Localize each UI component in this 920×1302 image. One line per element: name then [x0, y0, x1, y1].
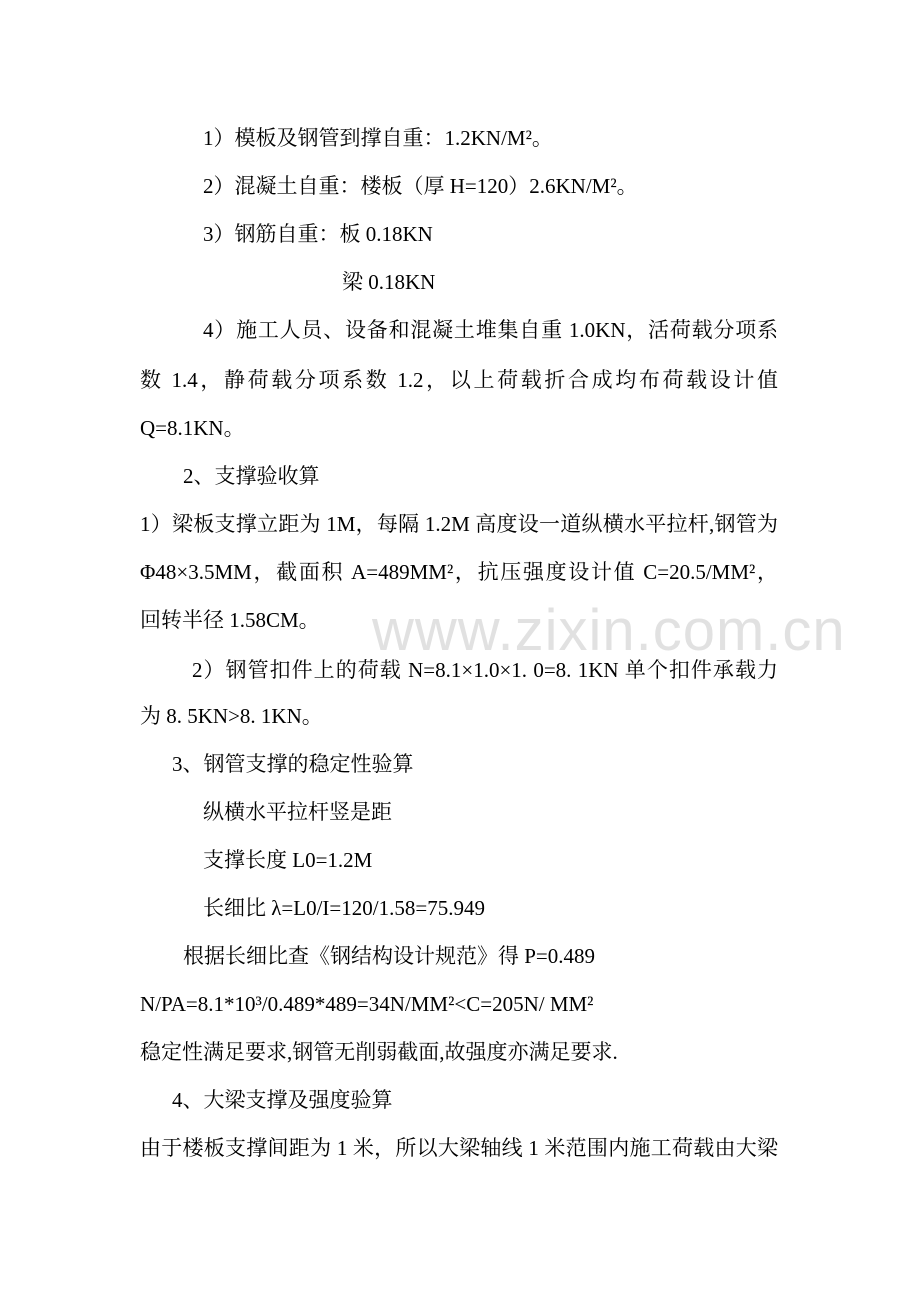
- paragraph-line: 1）梁板支撑立距为 1M，每隔 1.2M 高度设一道纵横水平拉杆,钢管为: [140, 512, 778, 536]
- paragraph-line: 回转半径 1.58CM。: [140, 608, 320, 632]
- paragraph-line: 3）钢筋自重：板 0.18KN: [203, 222, 433, 246]
- section-heading: 2、支撑验收算: [183, 464, 320, 488]
- paragraph-line: 根据长细比查《钢结构设计规范》得 P=0.489: [183, 944, 596, 968]
- paragraph-line: 纵横水平拉杆竖是距: [203, 800, 392, 824]
- paragraph-line: 2）钢管扣件上的荷载 N=8.1×1.0×1. 0=8. 1KN 单个扣件承载力: [192, 658, 778, 682]
- paragraph-line: 由于楼板支撑间距为 1 米，所以大梁轴线 1 米范围内施工荷载由大梁: [140, 1136, 778, 1160]
- paragraph-line: Φ48×3.5MM，截面积 A=489MM²，抗压强度设计值 C=20.5/MM²，: [140, 560, 778, 584]
- paragraph-line: 2）混凝土自重：楼板（厚 H=120）2.6KN/M²。: [203, 174, 638, 198]
- formula-line: N/PA=8.1*10³/0.489*489=34N/MM²<C=205N/ MM²: [140, 992, 594, 1016]
- paragraph-line: 4）施工人员、设备和混凝土堆集自重 1.0KN，活荷载分项系: [203, 318, 778, 342]
- paragraph-line: 数 1.4，静荷载分项系数 1.2，以上荷载折合成均布荷载设计值: [140, 368, 778, 392]
- paragraph-line: 长细比 λ=L0/I=120/1.58=75.949: [203, 896, 485, 920]
- paragraph-line: 1）模板及钢管到撑自重：1.2KN/M²。: [203, 126, 553, 150]
- paragraph-line: Q=8.1KN。: [140, 416, 245, 440]
- paragraph-line: 为 8. 5KN>8. 1KN。: [140, 704, 323, 728]
- paragraph-line: 梁 0.18KN: [342, 270, 436, 294]
- watermark-text: www.zixin.com.cn: [372, 598, 846, 663]
- section-heading: 3、钢管支撑的稳定性验算: [172, 752, 414, 776]
- paragraph-line: 稳定性满足要求,钢管无削弱截面,故强度亦满足要求.: [140, 1040, 618, 1064]
- paragraph-line: 支撑长度 L0=1.2M: [203, 848, 373, 872]
- section-heading: 4、大梁支撑及强度验算: [172, 1088, 393, 1112]
